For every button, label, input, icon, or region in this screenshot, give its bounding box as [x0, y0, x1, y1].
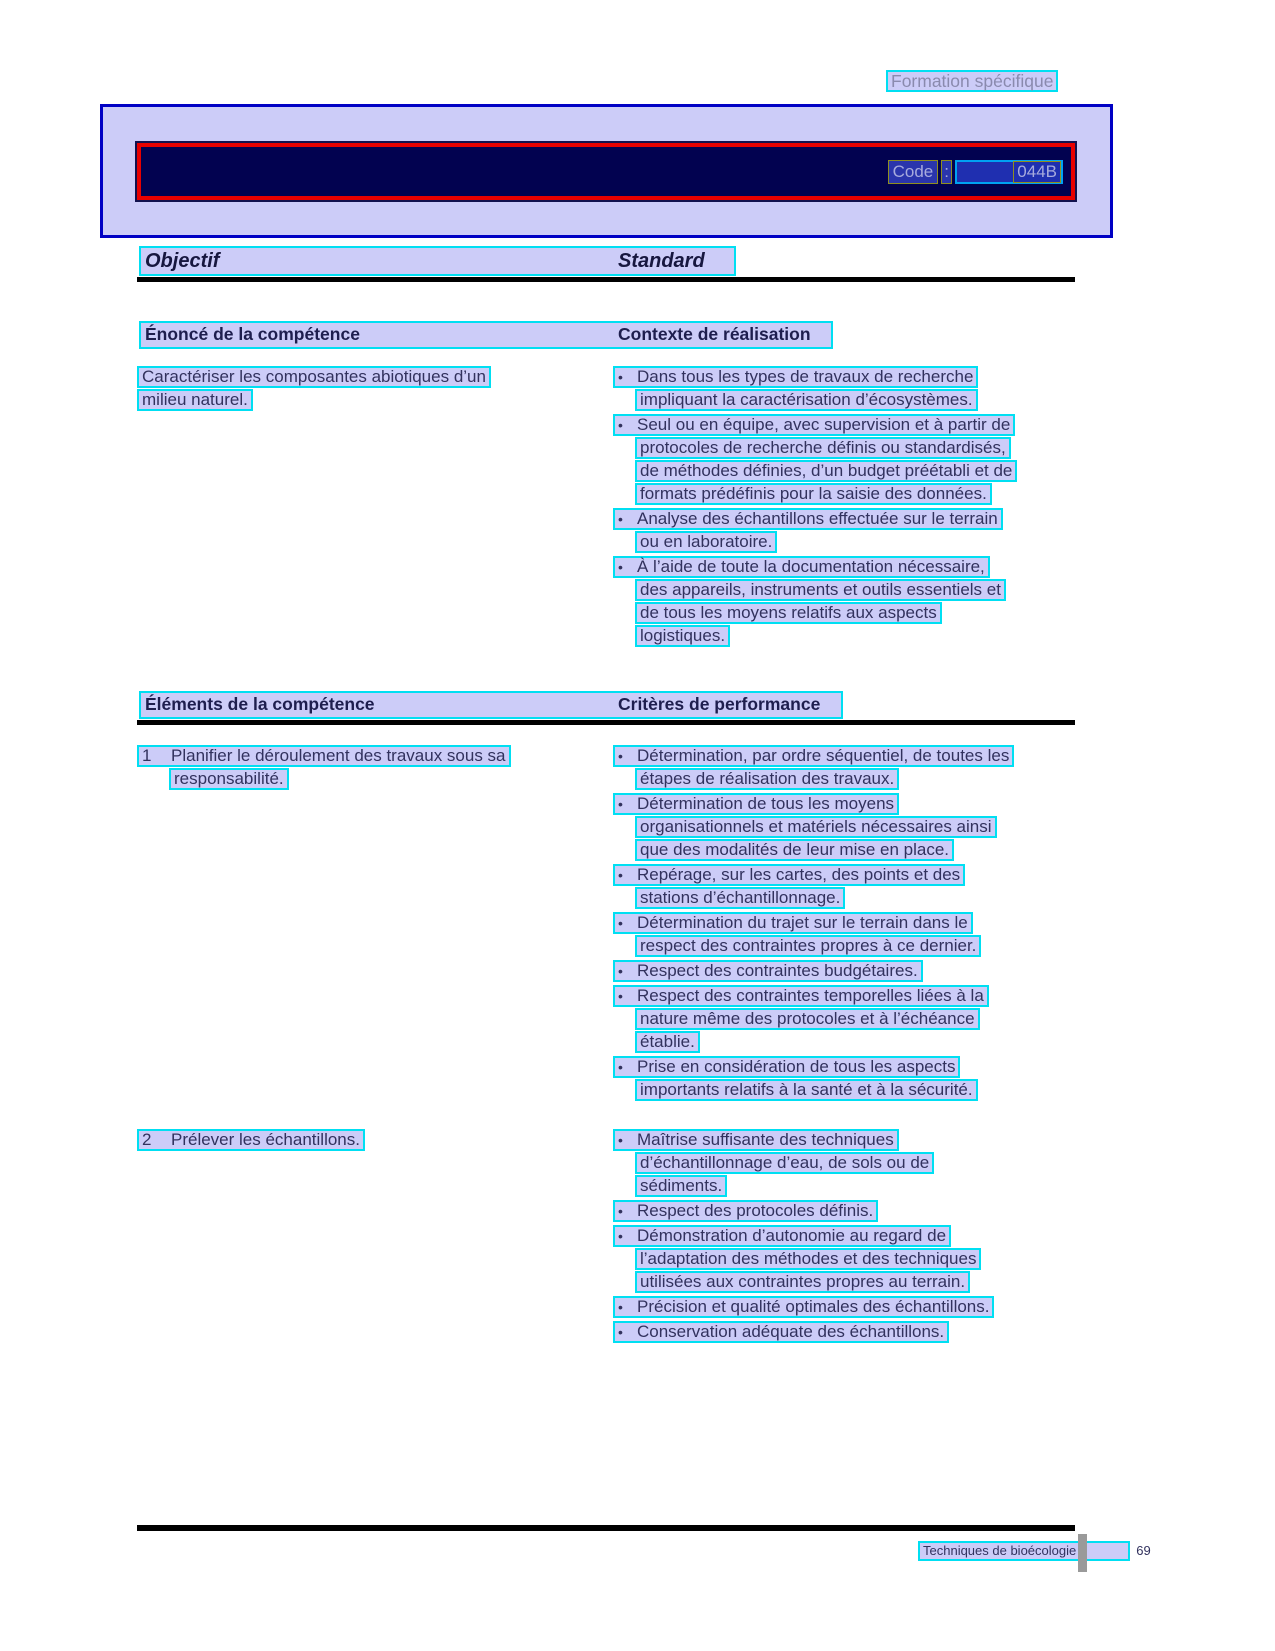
code-label: Code [888, 160, 939, 184]
enonce-column [137, 366, 613, 412]
bullet-line: • Détermination de tous les moyens [613, 793, 1075, 815]
enonce-heading: Énoncé de la compétence [145, 324, 360, 344]
bullet-dot-icon: • [618, 1203, 623, 1219]
bullet-line: que des modalités de leur mise en place. [635, 839, 1075, 861]
bullet-dot-icon: • [618, 369, 623, 385]
criteres-bullet-list [613, 1129, 1075, 1343]
code-value: 044B [1013, 161, 1061, 183]
bullet-dot-icon: • [618, 1059, 623, 1075]
bullet-line: • À l’aide de toute la documentation nécessaire, [613, 556, 1075, 578]
bullet-item [613, 960, 1075, 982]
bullet-item [613, 912, 1075, 957]
bullet-item [613, 985, 1075, 1053]
bullet-line: sédiments. [635, 1175, 1075, 1197]
bullet-line: • Repérage, sur les cartes, des points et des [613, 864, 1075, 886]
element-line: responsabilité. [169, 768, 613, 790]
element-number: 2 [142, 1130, 152, 1149]
bullet-item [613, 1129, 1075, 1197]
contexte-column [613, 366, 1075, 650]
bullet-line: d’échantillonnage d’eau, de sols ou de [635, 1152, 1075, 1174]
bullet-line: protocoles de recherche définis ou standardisés, [635, 437, 1075, 459]
competence-items [137, 745, 1075, 1346]
bullet-line: • Prise en considération de tous les aspects [613, 1056, 1075, 1078]
bullet-dot-icon: • [618, 915, 623, 931]
bullet-line: étapes de réalisation des travaux. [635, 768, 1075, 790]
bullet-item [613, 1200, 1075, 1222]
code-row [888, 160, 1063, 184]
bullet-dot-icon: • [618, 417, 623, 433]
bullet-line: ou en laboratoire. [635, 531, 1075, 553]
code-separator: : [941, 160, 952, 184]
bullet-line: logistiques. [635, 625, 1075, 647]
criteres-column [613, 745, 1075, 1104]
bullet-dot-icon: • [618, 963, 623, 979]
element-column [137, 745, 613, 791]
bullet-line: formats prédéfinis pour la saisie des données. [635, 483, 1075, 505]
bullet-item [613, 1225, 1075, 1293]
contexte-heading: Contexte de réalisation [618, 324, 811, 344]
element-column [137, 1129, 613, 1152]
bullet-dot-icon: • [618, 796, 623, 812]
running-header [886, 70, 1058, 92]
element-line: 2 Prélever les échantillons. [137, 1129, 613, 1151]
elements-heading: Éléments de la compétence [145, 694, 375, 714]
bullet-item [613, 508, 1075, 553]
objectif-heading: Objectif [145, 250, 220, 272]
bullet-line: de tous les moyens relatifs aux aspects [635, 602, 1075, 624]
criteres-heading: Critères de performance [618, 694, 821, 714]
bullet-line: de méthodes définies, d’un budget préétabli et de [635, 460, 1075, 482]
bullet-dot-icon: • [618, 559, 623, 575]
footer-page-number: 69 [1136, 1543, 1151, 1558]
heading-row-objectif-standard [139, 246, 736, 276]
enonce-line: Caractériser les composantes abiotiques d’un [137, 366, 613, 388]
footer [918, 1541, 1151, 1561]
heading-row-enonce-contexte [139, 321, 833, 349]
enonce-line: milieu naturel. [137, 389, 613, 411]
bullet-line: • Détermination, par ordre séquentiel, de toutes les [613, 745, 1075, 767]
bullet-line: • Conservation adéquate des échantillons. [613, 1321, 1075, 1343]
bullet-dot-icon: • [618, 1299, 623, 1315]
code-value-box [955, 160, 1063, 184]
contexte-bullet-list [613, 366, 1075, 647]
bullet-line: • Respect des contraintes budgétaires. [613, 960, 1075, 982]
heading-row-elements-criteres [139, 691, 843, 719]
bullet-item [613, 1296, 1075, 1318]
divider-rule [137, 277, 1075, 282]
bullet-line: • Dans tous les types de travaux de recherche [613, 366, 1075, 388]
footer-program-name: Techniques de bioécologie [923, 1543, 1077, 1558]
bullet-line: • Respect des protocoles définis. [613, 1200, 1075, 1222]
bullet-item [613, 1321, 1075, 1343]
bullet-line: impliquant la caractérisation d’écosystèmes. [635, 389, 1075, 411]
bullet-line: • Précision et qualité optimales des échantillons. [613, 1296, 1075, 1318]
footer-rule [137, 1525, 1075, 1531]
title-box [100, 104, 1113, 238]
bullet-dot-icon: • [618, 748, 623, 764]
bullet-item [613, 556, 1075, 647]
criteres-bullet-list [613, 745, 1075, 1101]
bullet-dot-icon: • [618, 867, 623, 883]
bullet-line: respect des contraintes propres à ce dernier. [635, 935, 1075, 957]
divider-rule [137, 720, 1075, 725]
enonce-lines [137, 366, 613, 411]
bullet-dot-icon: • [618, 1132, 623, 1148]
element-line: 1 Planifier le déroulement des travaux sous sa [137, 745, 613, 767]
bullet-item [613, 366, 1075, 411]
bullet-line: organisationnels et matériels nécessaires ainsi [635, 816, 1075, 838]
bullet-line: • Analyse des échantillons effectuée sur le terrain [613, 508, 1075, 530]
bullet-item [613, 864, 1075, 909]
enonce-contexte-row [137, 366, 1075, 650]
element-number: 1 [142, 746, 152, 765]
bullet-line: • Détermination du trajet sur le terrain dans le [613, 912, 1075, 934]
standard-heading: Standard [618, 250, 705, 272]
competence-item-row [137, 1129, 1075, 1346]
bullet-dot-icon: • [618, 988, 623, 1004]
criteres-column [613, 1129, 1075, 1346]
bullet-item [613, 1056, 1075, 1101]
bullet-line: nature même des protocoles et à l’échéance [635, 1008, 1075, 1030]
bullet-line: établie. [635, 1031, 1075, 1053]
bullet-line: des appareils, instruments et outils essentiels et [635, 579, 1075, 601]
running-header-label: Formation spécifique [886, 70, 1058, 92]
bullet-dot-icon: • [618, 1228, 623, 1244]
bullet-dot-icon: • [618, 511, 623, 527]
competence-item-row [137, 745, 1075, 1104]
bullet-line: • Maîtrise suffisante des techniques [613, 1129, 1075, 1151]
bullet-item [613, 793, 1075, 861]
bullet-item [613, 745, 1075, 790]
bullet-item [613, 414, 1075, 505]
bullet-line: • Démonstration d’autonomie au regard de [613, 1225, 1075, 1247]
bullet-line: stations d’échantillonnage. [635, 887, 1075, 909]
bullet-line: • Respect des contraintes temporelles liées à la [613, 985, 1075, 1007]
footer-gray-bar [1078, 1534, 1087, 1572]
main-content [137, 246, 1075, 1346]
bullet-line: utilisées aux contraintes propres au terrain. [635, 1271, 1075, 1293]
title-banner [137, 143, 1075, 200]
bullet-line: l’adaptation des méthodes et des techniques [635, 1248, 1075, 1270]
bullet-line: importants relatifs à la santé et à la sécurité. [635, 1079, 1075, 1101]
bullet-line: • Seul ou en équipe, avec supervision et à partir de [613, 414, 1075, 436]
bullet-dot-icon: • [618, 1324, 623, 1340]
